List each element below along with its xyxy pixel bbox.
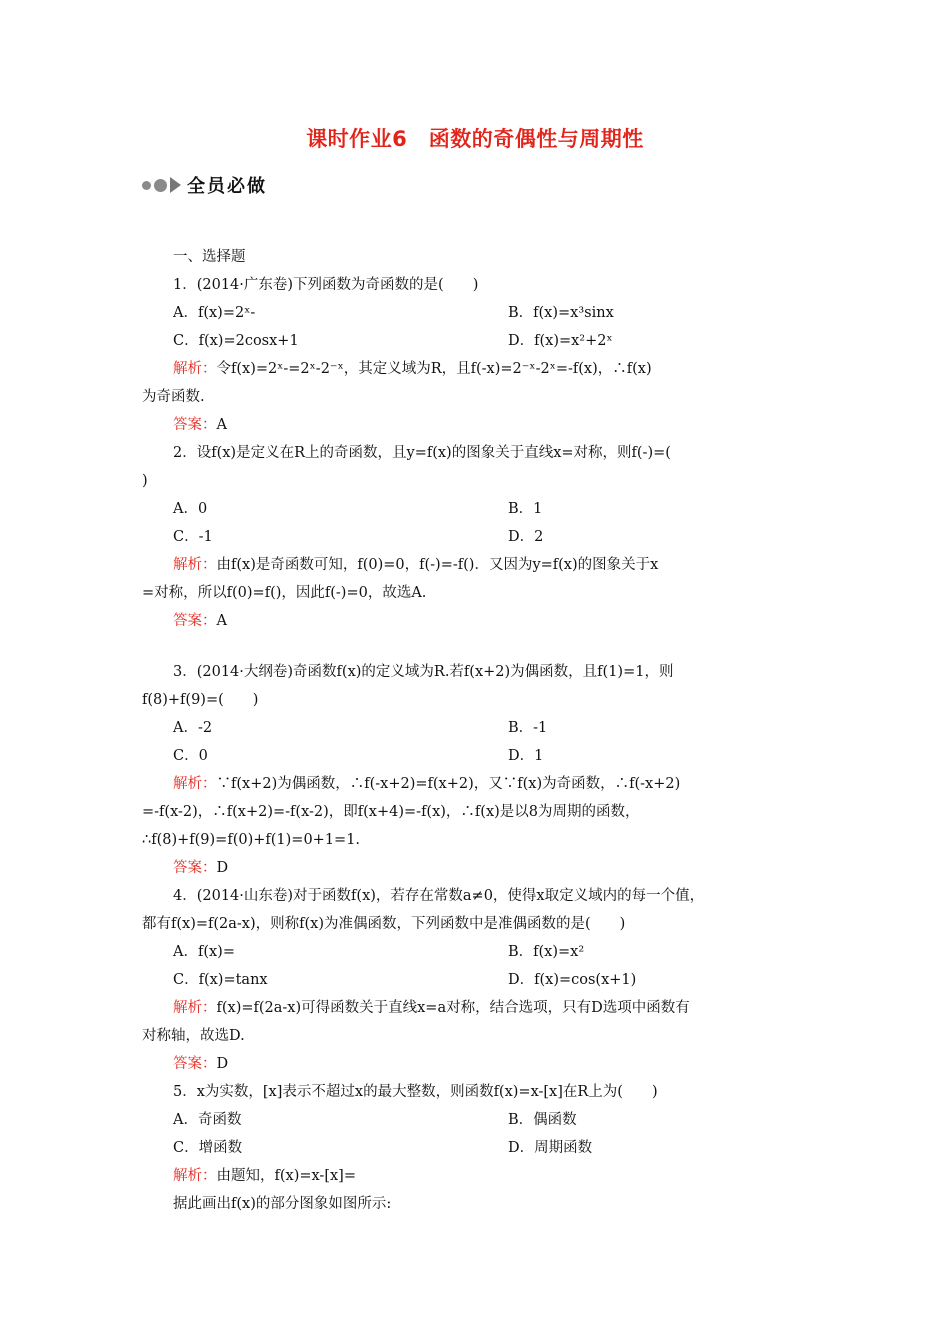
q3-option-a: A．-2 xyxy=(173,720,213,736)
q1-answer xyxy=(173,415,227,435)
q4-option-a: A．f(x)= xyxy=(173,944,235,960)
q2-answer-value: A xyxy=(216,613,227,629)
q3-stem-line-1: 3．(2014·大纲卷)奇函数f(x)的定义域为R.若f(x+2)为偶函数，且f(1)=1，则 xyxy=(173,664,674,680)
q2-option-d: D．2 xyxy=(508,529,544,545)
q2-solution-line-2: =对称，所以f(0)=f()，因此f(-)=0，故选A. xyxy=(142,585,427,601)
q2-solution-line-1 xyxy=(173,555,658,575)
section-heading: 一、选择题 xyxy=(173,249,246,265)
q1-option-c: C．f(x)=2cosx+1 xyxy=(173,333,299,349)
q3-solution-label: 解析： xyxy=(173,776,217,792)
q3-option-b: B．-1 xyxy=(508,720,548,736)
q5-solution-text: 由题知，f(x)=x-[x]= xyxy=(216,1168,356,1184)
q1-stem: 1．(2014·广东卷)下列函数为奇函数的是( ) xyxy=(173,277,479,293)
q4-option-b: B．f(x)=x² xyxy=(508,944,585,960)
q1-option-b: B．f(x)=x³sinx xyxy=(508,305,614,321)
q1-solution-text: 令f(x)=2ˣ-=2ˣ-2⁻ˣ，其定义域为R，且f(-x)=2⁻ˣ-2ˣ=-f(x)，∴f(x) xyxy=(216,361,652,377)
banner-arrow-icon xyxy=(170,177,181,193)
page-title: 课时作业6 函数的奇偶性与周期性 xyxy=(306,127,644,151)
q2-answer xyxy=(173,611,227,631)
q5-stem: 5．x为实数，[x]表示不超过x的最大整数，则函数f(x)=x-[x]在R上为( ) xyxy=(173,1084,658,1100)
q2-option-a: A．0 xyxy=(173,501,208,517)
q2-solution-text: 由f(x)是奇函数可知，f(0)=0，f(-)=-f()．又因为y=f(x)的图象关于x xyxy=(216,557,659,573)
q4-stem-line-2: 都有f(x)=f(2a-x)，则称f(x)为准偶函数，下列函数中是准偶函数的是( ) xyxy=(142,916,626,932)
q1-option-d: D．f(x)=x²+2ˣ xyxy=(508,333,613,349)
q5-solution-label: 解析： xyxy=(173,1168,217,1184)
section-banner xyxy=(142,172,267,198)
q2-option-b: B．1 xyxy=(508,501,543,517)
q3-option-c: C．0 xyxy=(173,748,208,764)
q4-answer xyxy=(173,1054,228,1074)
q3-answer-value: D xyxy=(216,860,229,876)
q4-answer-label: 答案： xyxy=(173,1056,217,1072)
banner-label: 全员必做 xyxy=(187,176,267,197)
q3-solution-line-3: ∴f(8)+f(9)=f(0)+f(1)=0+1=1. xyxy=(142,832,361,848)
q4-option-c: C．f(x)=tanx xyxy=(173,972,268,988)
q5-option-c: C．增函数 xyxy=(173,1140,243,1156)
banner-dot-small-icon xyxy=(142,181,151,190)
q4-solution-line-2: 对称轴，故选D. xyxy=(142,1028,245,1044)
q1-answer-value: A xyxy=(216,417,227,433)
q2-stem-line-2: ) xyxy=(142,473,148,489)
q2-answer-label: 答案： xyxy=(173,613,217,629)
q3-answer-label: 答案： xyxy=(173,860,217,876)
q5-solution-line-2: 据此画出f(x)的部分图象如图所示: xyxy=(173,1196,392,1212)
q3-option-d: D．1 xyxy=(508,748,544,764)
q2-solution-label: 解析： xyxy=(173,557,217,573)
q1-answer-label: 答案： xyxy=(173,417,217,433)
q2-option-c: C．-1 xyxy=(173,529,213,545)
q3-solution-text: ∵f(x+2)为偶函数，∴f(-x+2)=f(x+2)，又∵f(x)为奇函数，∴f(-x+2) xyxy=(216,776,681,792)
q4-answer-value: D xyxy=(216,1056,229,1072)
q3-answer xyxy=(173,858,228,878)
q1-solution-line-1 xyxy=(173,359,652,379)
banner-dot-large-icon xyxy=(154,179,167,192)
q3-stem-line-2: f(8)+f(9)=( ) xyxy=(142,692,259,708)
q3-solution-line-1 xyxy=(173,774,680,794)
q1-solution-line-2: 为奇函数. xyxy=(142,389,205,405)
q5-solution-line-1 xyxy=(173,1166,356,1186)
q4-option-d: D．f(x)=cos(x+1) xyxy=(508,972,637,988)
q4-solution-text: f(x)=f(2a-x)可得函数关于直线x=a对称，结合选项，只有D选项中函数有 xyxy=(216,1000,690,1016)
q3-solution-line-2: =-f(x-2)，∴f(x+2)=-f(x-2)，即f(x+4)=-f(x)，∴f(x)是以8为周期的函数， xyxy=(142,804,640,820)
q2-stem-line-1: 2．设f(x)是定义在R上的奇函数，且y=f(x)的图象关于直线x=对称，则f(-)=( xyxy=(173,445,671,461)
q4-solution-line-1 xyxy=(173,998,690,1018)
q4-stem-line-1: 4．(2014·山东卷)对于函数f(x)，若存在常数a≠0，使得x取定义域内的每一个值， xyxy=(173,888,705,904)
q4-solution-label: 解析： xyxy=(173,1000,217,1016)
q1-option-a: A．f(x)=2ˣ- xyxy=(173,305,256,321)
q5-option-d: D．周期函数 xyxy=(508,1140,593,1156)
q1-solution-label: 解析： xyxy=(173,361,217,377)
q5-option-b: B．偶函数 xyxy=(508,1112,577,1128)
q5-option-a: A．奇函数 xyxy=(173,1112,242,1128)
